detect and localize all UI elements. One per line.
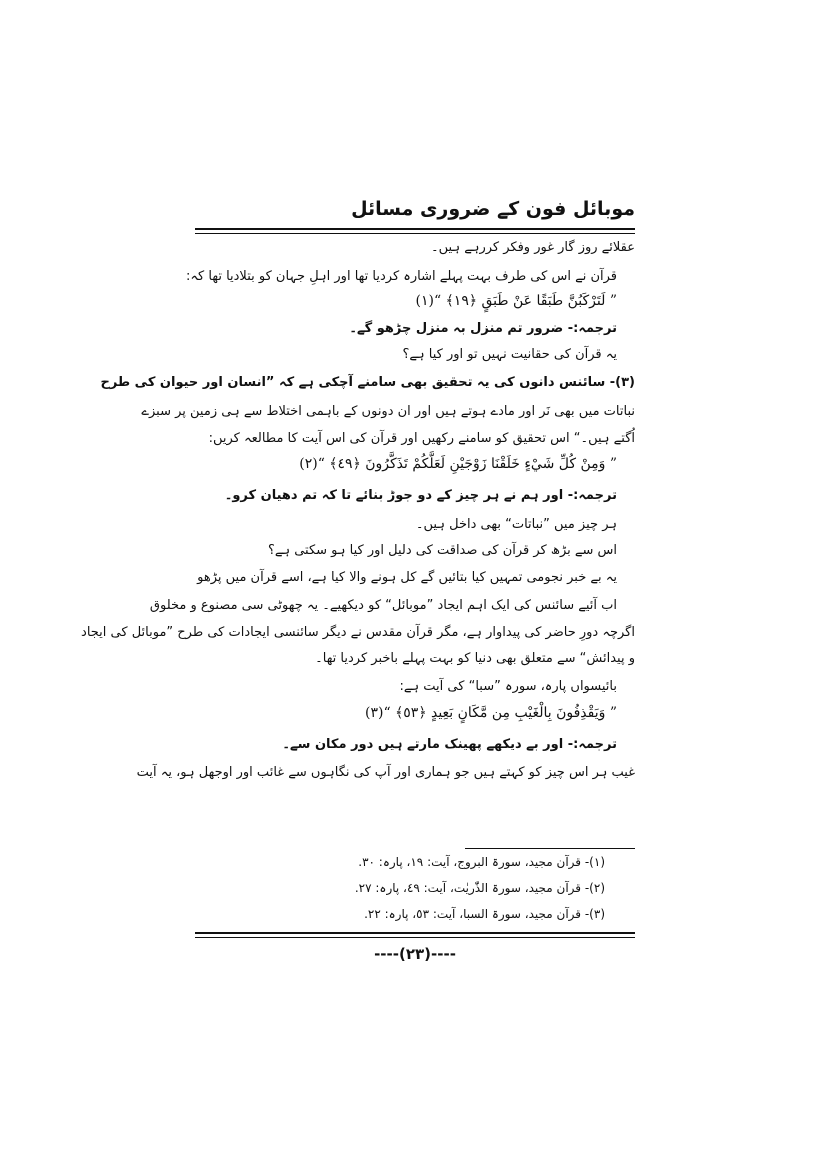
footnote-1: (١)- قرآن مجید، سورۃ البروج، آیت: ١٩، پارہ: ٣٠. [358,855,605,869]
translation-2: ترجمہ:- اور ہم نے ہر چیز کے دو جوڑ بنائے تا کہ تم دھیان کرو۔ [224,488,617,503]
header-rule-thick [195,228,635,230]
quranic-verse-3: ” وَيَقْذِفُونَ بِالْغَيْبِ مِن مَّكَانٍ بَعِيدٍ ﴿٥٣﴾ “(٣) [365,705,617,721]
body-line-1: عقلائے روز گار غور وفکر کررہے ہیں۔ [431,240,635,255]
header-rule-thin [195,233,635,234]
quranic-verse-2: ” وَمِنْ كُلِّ شَيْءٍ خَلَقْنَا زَوْجَيْنِ لَعَلَّكُمْ تَذَكَّرُونَ ﴿٤٩﴾ “(٢) [299,456,617,472]
section-3-line: (٣)- سائنس دانوں کی یہ تحقیق بھی سامنے آچکی ہے کہ ”انسان اور حیوان کی طرح [100,375,635,390]
translation-1: ترجمہ:- ضرور تم منزل بہ منزل چڑھو گے۔ [349,321,617,336]
body-line-11: ہر چیز میں ”نباتات“ بھی داخل ہیں۔ [415,517,617,532]
footer-rule-thick [195,932,635,934]
body-line-14: اب آئیے سائنس کی ایک اہم ایجاد ”موبائل“ کو دیکھیے۔ یہ چھوٹی سی مصنوع و مخلوق [149,598,617,613]
body-line-5: یہ قرآن کی حقانیت نہیں تو اور کیا ہے؟ [402,347,617,362]
body-line-20: غیب ہر اس چیز کو کہتے ہیں جو ہماری اور آپ کی نگاہوں سے غائب اور اوجھل ہو، یہ آیت [136,765,635,780]
translation-3: ترجمہ:- اور بے دیکھے پھینک مارتے ہیں دور مکان سے۔ [282,737,617,752]
body-line-8: اُگتے ہیں۔“ اس تحقیق کو سامنے رکھیں اور قرآن کی اس آیت کا مطالعہ کریں: [208,431,635,446]
body-line-16: و پیدائش“ سے متعلق بھی دنیا کو بہت پہلے باخبر کردیا تھا۔ [315,651,635,666]
body-line-17: بائیسواں پارہ، سورہ ”سبا“ کی آیت ہے: [399,679,617,694]
poetry-line: یہ بے خبر نجومی تمہیں کیا بتائیں گے کل ہونے والا کیا ہے، اسے قرآن میں پڑھو [197,570,617,585]
running-header: موبائل فون کے ضروری مسائل [351,198,635,220]
footnote-rule [465,848,635,849]
footer-rule-thin [195,937,635,938]
body-line-12: اس سے بڑھ کر قرآن کی صداقت کی دلیل اور کیا ہو سکتی ہے؟ [267,543,617,558]
body-line-15: اگرچہ دورِ حاضر کی پیداوار ہے، مگر قرآن مقدس نے دیگر سائنسی ایجادات کی طرح ”موبائل کی ایجاد [81,625,635,640]
footnote-3: (٣)- قرآن مجید، سورۃ السبا، آیت: ٥٣، پارہ: ٢٢. [364,907,605,921]
body-line-2: قرآن نے اس کی طرف بہت پہلے اشارہ کردیا تھا اور اہلِ جہان کو بتلادیا تھا کہ: [186,269,617,284]
footnote-2: (٢)- قرآن مجید، سورۃ الذّٰریٰت، آیت: ٤٩، پارہ: ٢٧. [354,881,605,895]
page-number: ----(٢٣)---- [374,945,456,963]
quranic-verse-1: ” لَتَرْكَبُنَّ طَبَقًا عَنْ طَبَقٍ ﴿١٩﴾ “(١) [415,293,617,309]
body-line-7: نباتات میں بھی نَر اور مادے ہوتے ہیں اور ان دونوں کے باہمی اختلاط سے ہی زمین پر سبزے [141,404,635,419]
